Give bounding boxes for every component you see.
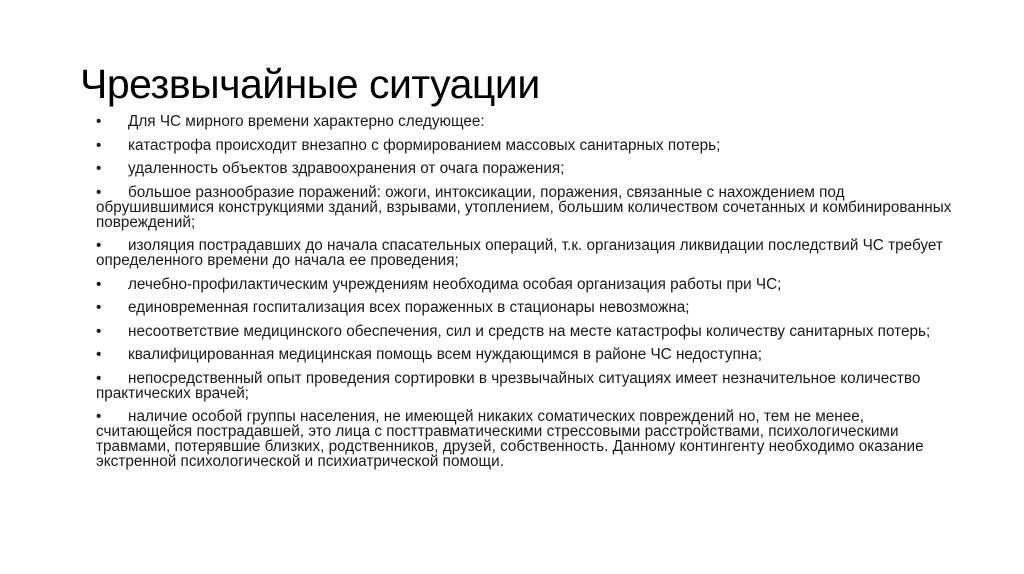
bullet-dot-icon: • (96, 160, 102, 177)
bullet-item (96, 371, 956, 401)
bullet-dot-icon: • (96, 346, 102, 363)
bullet-text: удаленность объектов здравоохранения от очага поражения; (128, 160, 565, 177)
bullet-dot-icon: • (96, 113, 102, 130)
bullet-dot-icon: • (96, 369, 102, 387)
bullet-dot-icon: • (96, 275, 102, 293)
bullet-item (96, 324, 956, 339)
bullet-item (96, 114, 956, 129)
bullet-dot-icon: • (96, 299, 102, 316)
bullet-item (96, 300, 956, 315)
bullet-item (96, 185, 956, 230)
bullet-item (96, 138, 956, 153)
bullet-item (96, 277, 956, 292)
bullet-text: непосредственный опыт проведения сортировки в чрезвычайных ситуациях имеет незначительное количество практических врачей; (96, 369, 921, 402)
bullet-text: большое разнообразие поражений: ожоги, интоксикации, поражения, связанные с нахождением под обрушившимися конструкциями зданий, взрывами, утоплением, большим количеством сочетанных и комбинированных повреждений; (96, 183, 952, 231)
bullet-text: Для ЧС мирного времени характерно следующее: (128, 113, 485, 130)
bullet-text: единовременная госпитализация всех пораженных в стационары невозможна; (128, 299, 690, 316)
bullet-text: лечебно-профилактическим учреждениям необходима особая организация работы при ЧС; (128, 275, 782, 293)
slide-title: Чрезвычайные ситуации (80, 61, 540, 107)
bullet-dot-icon: • (96, 183, 102, 201)
bullet-text: катастрофа происходит внезапно с формированием массовых санитарных потерь; (128, 136, 721, 154)
bullet-item (96, 347, 956, 362)
bullet-dot-icon: • (96, 136, 102, 154)
bullet-text: наличие особой группы населения, не имеющей никаких соматических повреждений но, тем не менее, считающейся пострадавшей, это лица с посттравматическими стрессовыми расстройствами, психологическими травмами, потерявшие близких, родственников, друзей, собственность. Данному контингенту необходимо оказание экстренной психологической и психиатрической помощи. (96, 408, 924, 470)
bullet-text: квалифицированная медицинская помощь всем нуждающимся в районе ЧС недоступна; (128, 346, 762, 363)
bullet-dot-icon: • (96, 408, 102, 425)
bullet-dot-icon: • (96, 322, 102, 340)
bullet-list (96, 114, 956, 478)
bullet-text: изоляция пострадавших до начала спасательных операций, т.к. организация ликвидации последствий ЧС требует определенного времени до начала ее проведения; (96, 237, 943, 269)
bullet-text: несоответствие медицинского обеспечения, сил и средств на месте катастрофы количеству санитарных потерь; (128, 322, 931, 340)
bullet-item (96, 238, 956, 268)
bullet-item (96, 161, 956, 176)
bullet-item (96, 409, 956, 469)
bullet-dot-icon: • (96, 237, 102, 254)
